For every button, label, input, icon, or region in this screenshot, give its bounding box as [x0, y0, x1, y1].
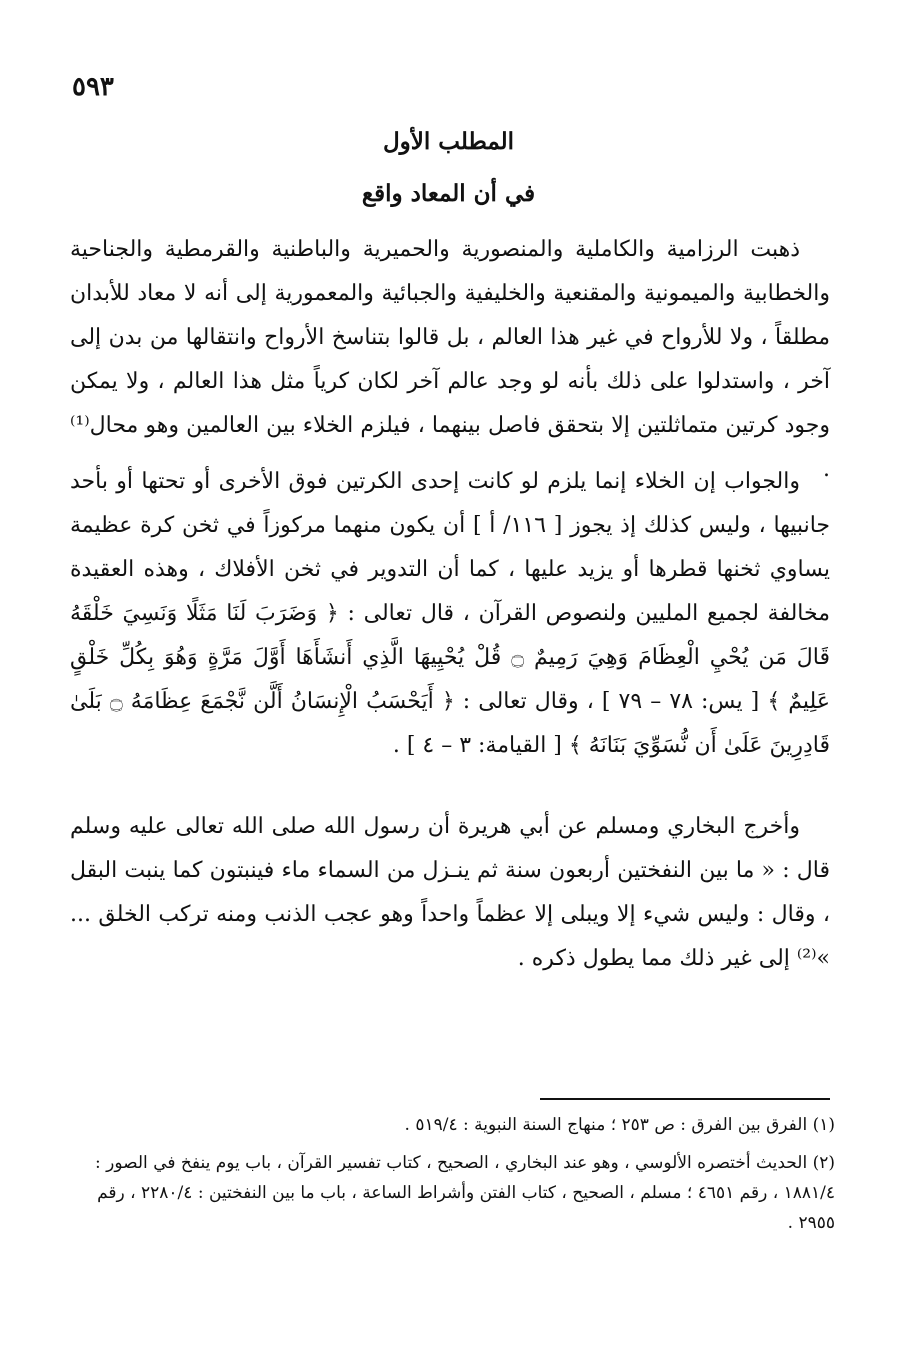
body-paragraph-1 [70, 228, 830, 492]
footnote-divider [540, 1098, 830, 1100]
body-paragraph-2 [70, 460, 830, 768]
footnote-1: (١) الفرق بين الفرق : ص ٢٥٣ ؛ منهاج السنة النبوية : ٥١٩/٤ . [404, 1115, 835, 1135]
paragraph-text: والجواب إن الخلاء إنما يلزم لو كانت إحدى الكرتين فوق الأخرى أو تحتها أو بأحد جانبيها ، وليس كذلك إذ يجوز [ ١١٦/ أ ] أن يكون منهما مركوزاً في ثخن كرة عظيمة يساوي ثخنها قطرها أو يزيد عليها ، كما أن التدوير في ثخن الأفلاك ، وهذه العقيدة مخالفة لجميع المليين ولنصوص القرآن ، قال تعالى : ﴿ وَضَرَبَ لَنَا مَثَلًا وَنَسِيَ خَلْقَهُ قَالَ مَن يُحْيِ الْعِظَامَ وَهِيَ رَمِيمٌ ۝ قُلْ يُحْيِيهَا الَّذِي أَنشَأَهَا أَوَّلَ مَرَّةٍ وَهُوَ بِكُلِّ خَلْقٍ عَلِيمٌ ﴾ [ يس: ٧٨ – ٧٩ ] ، وقال تعالى : ﴿ أَيَحْسَبُ الْإِنسَانُ أَلَّن نَّجْمَعَ عِظَامَهُ ۝ بَلَىٰ قَادِرِينَ عَلَىٰ أَن نُّسَوِّيَ بَنَانَهُ ﴾ [ القيامة: ٣ – ٤ ] . [70, 469, 831, 758]
page-number: ٥٩٣ [72, 72, 114, 102]
footnote-2: (٢) الحديث أختصره الألوسي ، وهو عند البخاري ، الصحيح ، كتاب تفسير القرآن ، باب يوم ينفخ في الصور : ١٨٨١/٤ ، رقم ٤٦٥١ ؛ مسلم ، الصحيح ، كتاب الفتن وأشراط الساعة ، باب ما بين النفختين : ٢٢٨٠/٤ ، رقم ٢٩٥٥ . [95, 1153, 835, 1233]
section-heading: المطلب الأول [382, 128, 515, 155]
footnotes [70, 1110, 835, 1246]
section-subheading: في أن المعاد واقع [361, 180, 536, 207]
body-paragraph-3 [70, 805, 830, 981]
paragraph-text: ذهبت الرزامية والكاملية والمنصورية والحميرية والباطنية والقرمطية والجناحية والخطابية والميمونية والمقنعية والخليفية والجبائية والمعمورية إلى أنه لا معاد للأبدان مطلقاً ، ولا للأرواح في غير هذا العالم ، بل قالوا بتناسخ الأرواح وانتقالها من بدن إلى آخر ، واستدلوا على ذلك بأنه لو وجد عالم آخر لكان كرياً مثل هذا العالم ، ولا يمكن وجود كرتين متماثلتين إلا بتحقق فاصل بينهما ، فيلزم الخلاء بين العالمين وهو محال⁽¹⁾ . [70, 237, 831, 482]
paragraph-text: وأخرج البخاري ومسلم عن أبي هريرة أن رسول الله صلى الله تعالى عليه وسلم قال : « ما بين النفختين أربعون سنة ثم ينـزل من السماء ماء فينبتون كما ينبت البقل ، وقال : وليس شيء إلا ويبلى إلا عظماً واحداً وهو عجب الذنب ومنه تركب الخلق ... »⁽²⁾ إلى غير ذلك مما يطول ذكره . [70, 814, 830, 971]
